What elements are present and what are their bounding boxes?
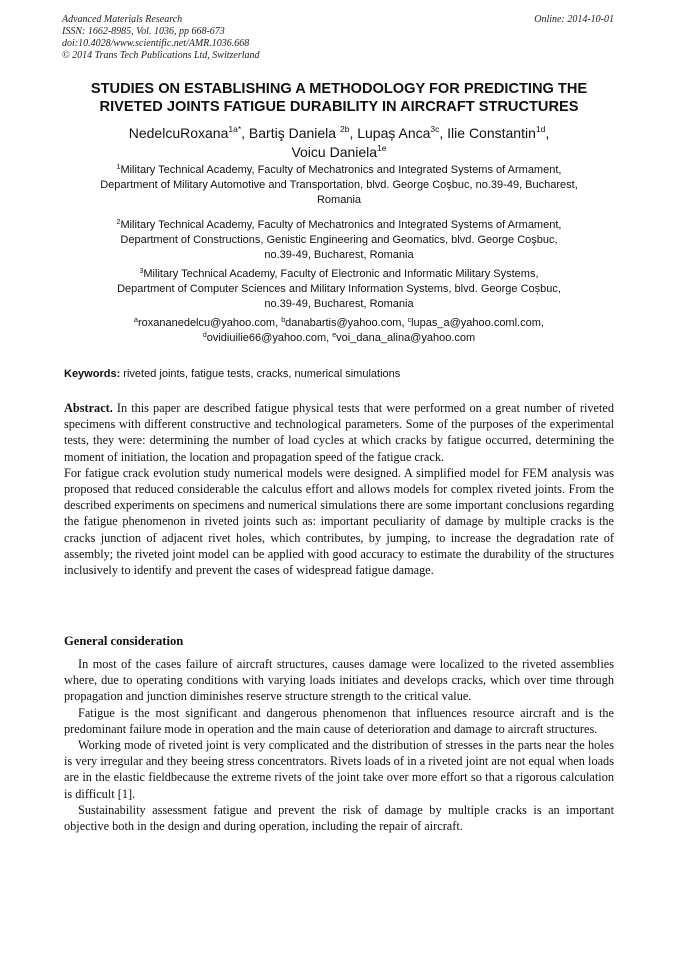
affiliation-line: no.39-49, Bucharest, Romania [264,298,414,310]
email-sup: e [332,332,337,339]
author-name: Ilie Constantin [447,125,536,141]
affiliation-line: Military Technical Academy, Faculty of Electronic and Informatic Military Systems, [143,268,539,280]
author-name: Voicu Daniela [291,144,378,160]
affiliation-line: Military Technical Academy, Faculty of Mechatronics and Integrated Systems of Armament, [120,219,562,231]
author-list [40,124,638,162]
affiliation-2 [50,218,628,263]
author-sup: 2b [339,124,350,134]
email-sup: a [134,317,138,324]
title-line-2: RIVETED JOINTS FATIGUE DURABILITY IN AIRCRAFT STRUCTURES [99,99,579,115]
copyright-line: © 2014 Trans Tech Publications Ltd, Switzerland [62,50,260,61]
affiliation-line: Department of Computer Sciences and Military Information Systems, blvd. George Coșbuc, [117,283,561,295]
abstract-label: Abstract. [64,401,113,415]
email-address: ovidiuilie66@yahoo.com [206,332,327,344]
abstract-paragraph-1 [64,400,614,465]
doi-line: doi:10.4028/www.scientific.net/AMR.1036.668 [62,38,250,49]
author-name: NedelcuRoxana [128,125,229,141]
affiliation-number: 1 [116,164,121,171]
email-separator: , [326,332,333,344]
author-separator: , [545,125,550,141]
online-date: Online: 2014-10-01 [534,14,614,25]
issn-line: ISSN: 1662-8985, Vol. 1036, pp 668-673 [62,26,225,37]
affiliation-3 [50,267,628,312]
affiliation-line: Department of Military Automotive and Transportation, blvd. George Coşbuc, no.39-49, Bucharest, [100,179,578,191]
author-sup: 3c [430,124,440,134]
body-paragraph: Working mode of riveted joint is very complicated and the distribution of stresses in the parts near the holes is very irregular and they beeing stress concentrators. Rivets loads of in a riveted joint are not equal when loads are in the elastic fieldbecause the extreme rivets of the joint take over more effort so that a rigorous calculation is difficult [1]. [64,738,614,801]
author-emails [50,316,628,346]
affiliation-1 [50,163,628,208]
affiliation-line: Military Technical Academy, Faculty of Mechatronics and Integrated Systems of Armament, [120,164,562,176]
abstract-text-1: In this paper are described fatigue physical tests that were performed on a great number of riveted specimens with different constructive and technological parameters. Some of the purposes of the experimental tests, they were: determining the number of load cycles at which cracks by fatigue occurred, determining the moment of initiation, the location and propagation speed of the fatigue crack. [64,401,614,464]
email-address: roxananedelcu@yahoo.com [137,317,276,329]
title-line-1: STUDIES ON ESTABLISHING A METHODOLOGY FOR PREDICTING THE [90,81,588,97]
body-paragraph: In most of the cases failure of aircraft structures, causes damage were localized to the riveted assemblies where, due to operating conditions with varying loads initiates and develops cracks, which over time through propagation and junction diminishes reserve structure strength to the critical value. [64,657,614,704]
author-name: Lupaș Anca [357,125,431,141]
author-separator: , [439,125,448,141]
email-address: danabartis@yahoo.com [285,317,402,329]
email-separator: , [401,317,408,329]
author-sup: 1a* [228,124,242,134]
email-sup: c [407,317,412,324]
keywords-text: riveted joints, fatigue tests, cracks, numerical simulations [120,368,401,380]
email-address: lupas_a@yahoo.coml.com [411,317,541,329]
body-paragraph: Fatigue is the most significant and dangerous phenomenon that influences resource aircraft and is the predominant failure mode in operation and the main cause of deterioration and damage to aircraft structures. [64,705,614,736]
keywords [64,367,400,382]
affiliation-line: no.39-49, Bucharest, Romania [264,249,414,261]
affiliation-line: Romania [316,194,362,206]
email-separator: , [275,317,282,329]
affiliation-number: 3 [139,268,144,275]
affiliation-line: Department of Constructions, Genistic Engineering and Geomatics, blvd. George Coşbuc, [120,234,558,246]
section-heading: General consideration [64,634,184,648]
paper-title [40,80,638,116]
journal-header [62,14,260,62]
author-separator: , [241,125,249,141]
abstract-paragraph-2: For fatigue crack evolution study numerical models were designed. A simplified model for FEM analysis was proposed that reduced considerable the calculus effort and allows models for complex riveted joints. From the described experiments on specimens and numerical simulations there are some important conclusions regarding the fatigue phenomenon in riveted joints such as: important peculiarity of damage by multiple cracks is the cracks junction of adjacent rivet holes, which contributes, by jumping, to increase the degradation rate of assembly; the riveted joint model can be applied with good accuracy to estimate the durability of the structures inclusively to identify and prevent the cases of widespread fatigue damage. [64,465,614,578]
author-name: Bartiş Daniela [248,125,340,141]
author-sup: 1e [377,143,387,153]
body-paragraph: Sustainability assessment fatigue and prevent the risk of damage by multiple cracks is an important objective both in the design and during operation, including the repair of aircraft. [64,802,614,834]
email-separator: , [540,317,544,329]
keywords-label: Keywords: [64,368,121,380]
journal-name: Advanced Materials Research [62,14,183,25]
author-sup: 1d [535,124,546,134]
email-sup: b [281,317,286,324]
section-body [64,656,614,834]
email-address: voi_dana_alina@yahoo.com [336,332,476,344]
abstract [64,400,614,578]
email-sup: d [202,332,207,339]
affiliation-number: 2 [116,219,121,226]
author-separator: , [349,125,358,141]
